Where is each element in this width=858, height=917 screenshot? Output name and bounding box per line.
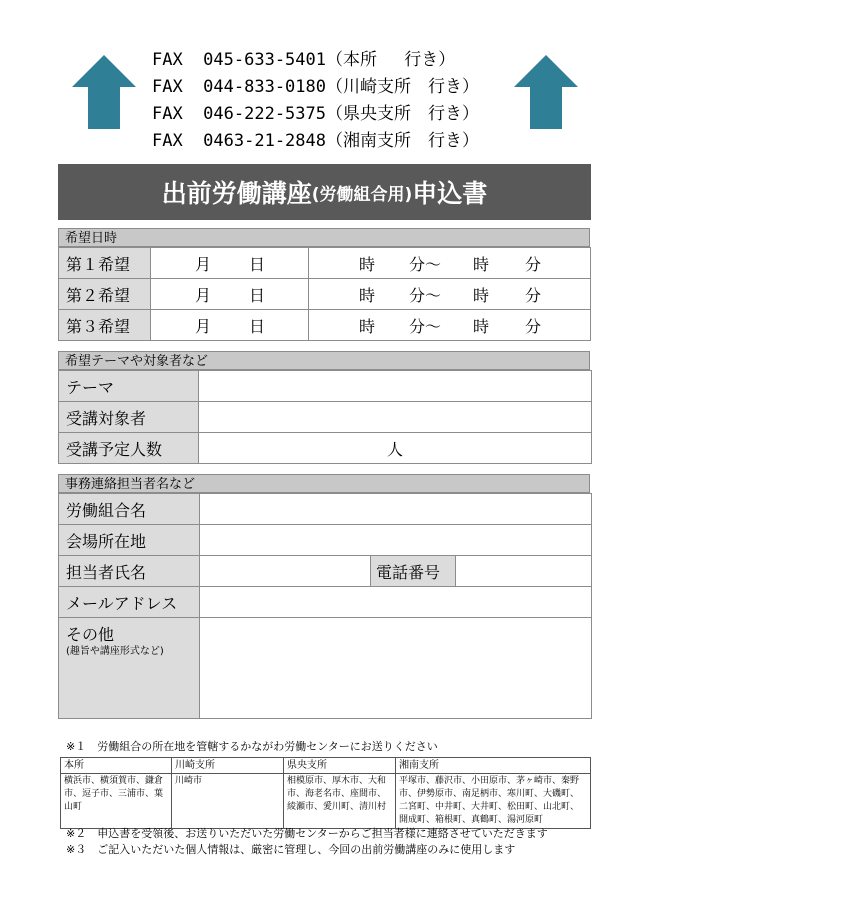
- note-1: ※１ 労働組合の所在地を管轄するかながわ労働センターにお送りください: [66, 740, 438, 753]
- schedule-header: 希望日時: [58, 228, 590, 247]
- up-arrow-left-icon: [72, 55, 136, 129]
- schedule-date-cell[interactable]: 月 日: [151, 279, 309, 310]
- fax-line-shonan: FAX 0463-21-2848（湘南支所 行き）: [152, 131, 479, 151]
- person-input[interactable]: [200, 556, 371, 587]
- schedule-time-cell[interactable]: 時 分～ 時 分: [309, 279, 591, 310]
- schedule-row-2: [59, 279, 591, 310]
- form-title: [58, 164, 591, 220]
- fax-list: [152, 47, 479, 155]
- target-input[interactable]: [199, 402, 592, 433]
- schedule-row-1: [59, 248, 591, 279]
- fax-line-kawasaki: FAX 044-833-0180（川崎支所 行き）: [152, 77, 479, 97]
- schedule-row-3: [59, 310, 591, 341]
- contact-header: 事務連絡担当者名など: [58, 474, 590, 493]
- count-label: 受講予定人数: [59, 433, 199, 464]
- schedule-time-cell[interactable]: 時 分～ 時 分: [309, 248, 591, 279]
- count-input[interactable]: [199, 433, 592, 464]
- office-name-kawasaki: 川崎支所: [172, 758, 284, 774]
- office-areas-honsho: 横浜市、横須賀市、鎌倉市、逗子市、三浦市、葉山町: [61, 774, 172, 829]
- office-name-honsho: 本所: [61, 758, 172, 774]
- union-input[interactable]: [200, 494, 592, 525]
- schedule-row-label: 第３希望: [59, 310, 151, 341]
- email-input[interactable]: [200, 587, 592, 618]
- count-unit: 人: [386, 439, 403, 459]
- phone-label: 電話番号: [371, 556, 456, 587]
- schedule-date-cell[interactable]: 月 日: [151, 248, 309, 279]
- office-table: [60, 757, 591, 829]
- theme-header: 希望テーマや対象者など: [58, 351, 590, 370]
- office-name-shonan: 湘南支所: [396, 758, 591, 774]
- theme-label: テーマ: [59, 371, 199, 402]
- schedule-time-cell[interactable]: 時 分～ 時 分: [309, 310, 591, 341]
- venue-input[interactable]: [200, 525, 592, 556]
- office-areas-shonan: 平塚市、藤沢市、小田原市、茅ヶ崎市、秦野市、伊勢原市、南足柄市、寒川町、大磯町、二宮町、中井町、大井町、松田町、山北町、開成町、箱根町、真鶴町、湯河原町: [396, 774, 591, 829]
- theme-table: [58, 370, 592, 464]
- note-3: ※３ ご記入いただいた個人情報は、厳密に管理し、今回の出前労働講座のみに使用します: [66, 843, 516, 856]
- office-areas-kenou: 相模原市、厚木市、大和市、海老名市、座間市、綾瀬市、愛川町、清川村: [284, 774, 396, 829]
- office-areas-kawasaki: 川崎市: [172, 774, 284, 829]
- other-sublabel: (趣旨や講座形式など): [66, 646, 164, 657]
- title-suffix: 申込書: [412, 179, 488, 208]
- venue-label: 会場所在地: [59, 525, 200, 556]
- schedule-row-label: 第２希望: [59, 279, 151, 310]
- up-arrow-right-icon: [514, 55, 578, 129]
- office-name-kenou: 県央支所: [284, 758, 396, 774]
- title-main: 出前労働講座: [161, 179, 312, 208]
- theme-input[interactable]: [199, 371, 592, 402]
- union-label: 労働組合名: [59, 494, 200, 525]
- target-label: 受講対象者: [59, 402, 199, 433]
- other-input[interactable]: [200, 618, 592, 719]
- schedule-table: [58, 247, 591, 341]
- other-label: その他: [66, 625, 115, 644]
- note-2: ※２ 申込書を受領後、お送りいただいた労働センターからご担当者様に連絡させていただきます: [66, 827, 548, 840]
- fax-line-kenou: FAX 046-222-5375（県央支所 行き）: [152, 104, 479, 124]
- schedule-date-cell[interactable]: 月 日: [151, 310, 309, 341]
- other-label-cell: [59, 618, 200, 719]
- fax-line-honsho: FAX 045-633-5401（本所 行き）: [152, 50, 456, 70]
- title-paren: (労働組合用): [311, 184, 413, 205]
- schedule-row-label: 第１希望: [59, 248, 151, 279]
- contact-table: [58, 493, 592, 719]
- phone-input[interactable]: [456, 556, 592, 587]
- person-label: 担当者氏名: [59, 556, 200, 587]
- email-label: メールアドレス: [59, 587, 200, 618]
